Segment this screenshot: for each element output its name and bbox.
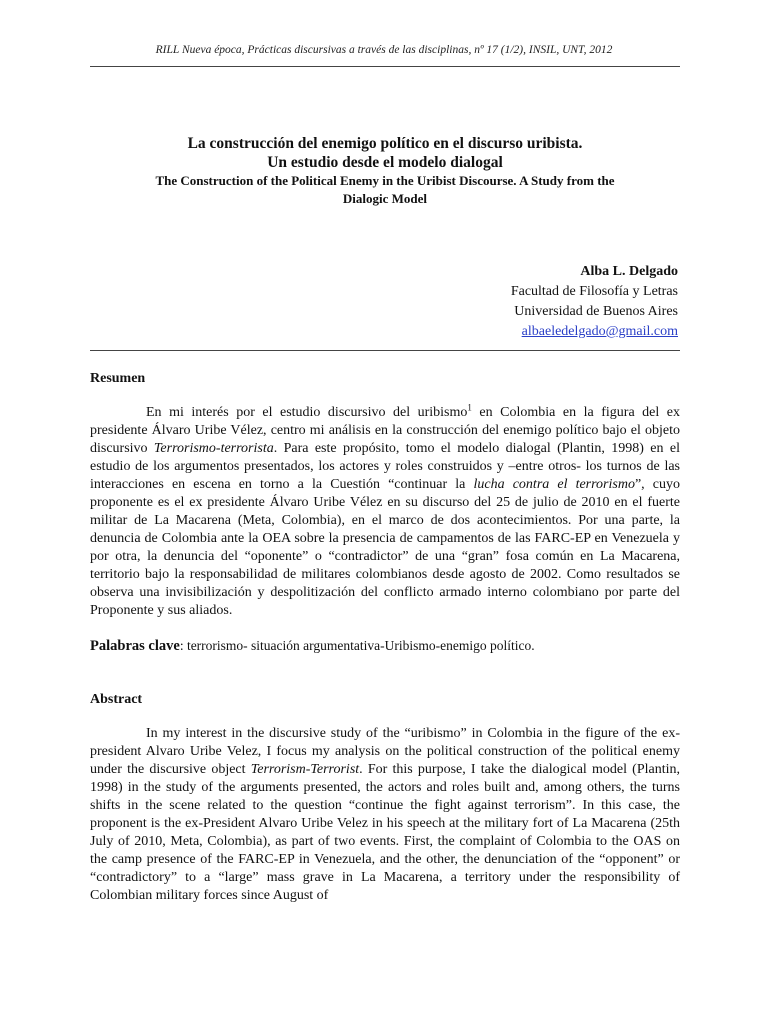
resumen-italic-1: Terrorismo-terrorista bbox=[153, 441, 274, 456]
author-faculty: Facultad de Filosofía y Letras bbox=[510, 284, 678, 299]
abstract-text-1: In my interest in the discursive study of the “uribismo” in Colombia in the figure of the ex-president Alvaro Uribe Velez, I focus my analysis on the political construction of the political enemy under the discursive object bbox=[90, 726, 680, 777]
resumen-paragraph bbox=[90, 404, 680, 620]
author-name: Alba L. Delgado bbox=[580, 264, 678, 279]
abstract-body bbox=[90, 725, 680, 905]
abstract-text-2: . For this purpose, I take the dialogical model (Plantin, 1998) in the study of the arguments presented, the actors and roles built and, among others, the turns shifts in the scene related to the question “continue the fight against terrorism”. In this case, the proponent is the ex-President Alvaro Uribe Velez in his speech at the military fort of La Macarena (25th July of 2010, Meta, Colombia), as part of two events. First, the complaint of Colombia to the OAS on the camp presence of the FARC-EP in Venezuela, and the other, the denunciation of the “opponent” or “contradictory” to a “large” mass grave in La Macarena, a territory under the responsibility of Colombian military forces since August of bbox=[90, 762, 681, 903]
author-university: Universidad de Buenos Aires bbox=[514, 304, 678, 319]
author-email-link[interactable]: albaeledelgado@gmail.com bbox=[521, 324, 678, 339]
resumen-text-2: en Colombia en la figura del ex presidente Álvaro Uribe Vélez, centro mi análisis en la construcción del enemigo político bajo el objeto discursivo bbox=[90, 405, 680, 456]
resumen-body bbox=[90, 404, 680, 620]
keywords-text: : terrorismo- situación argumentativa-Uribismo-enemigo político. bbox=[179, 638, 535, 653]
abstract-section bbox=[90, 692, 680, 708]
resumen-section bbox=[90, 371, 680, 387]
keywords-label: Palabras clave bbox=[90, 638, 180, 654]
keywords-line bbox=[90, 638, 680, 655]
resumen-text-4: ”, cuyo proponente es el ex presidente Álvaro Uribe Vélez en su discurso del 25 de julio de 2010 en el fuerte militar de La Macarena (Meta, Colombia), en el marco de dos acontecimientos. Por una parte, la denuncia de Colombia ante la OEA sobre la presencia de campamentos de las FARC-EP en Venezuela y por otra, la denuncia del “oponente” o “contradictor” de una “gran” fosa común en La Macarena, territorio bajo la responsabilidad de militares colombianos desde agosto de 2002. Como resultados se observa una invisibilización y despolitización del conflicto armado interno colombiano por parte del Proponente y sus aliados. bbox=[90, 477, 681, 618]
title-block bbox=[90, 134, 680, 208]
title-en-line1: The Construction of the Political Enemy in the Uribist Discourse. A Study from the bbox=[155, 173, 615, 188]
abstract-paragraph bbox=[90, 725, 680, 905]
resumen-text-1: En mi interés por el estudio discursivo del uribismo bbox=[146, 405, 468, 420]
section-divider bbox=[90, 350, 680, 351]
author-block bbox=[378, 262, 678, 342]
abstract-heading: Abstract bbox=[90, 692, 143, 707]
running-head: RILL Nueva época, Prácticas discursivas a través de las disciplinas, nº 17 (1/2), INSIL, UNT, 2012 bbox=[155, 44, 613, 56]
title-es-line2: Un estudio desde el modelo dialogal bbox=[267, 154, 503, 171]
footnote-marker[interactable]: 1 bbox=[467, 402, 472, 413]
abstract-italic: Terrorism-Terrorist bbox=[250, 762, 360, 777]
resumen-italic-2: lucha contra el terrorismo bbox=[473, 477, 635, 492]
title-en-line2: Dialogic Model bbox=[342, 191, 428, 206]
title-es-line1: La construcción del enemigo político en el discurso uribista. bbox=[187, 135, 583, 152]
resumen-heading: Resumen bbox=[90, 371, 146, 386]
header-divider bbox=[90, 66, 680, 67]
resumen-text-3: . Para este propósito, tomo el modelo dialogal (Plantin, 1998) en el estudio de los argumentos presentados, los actores y roles construidos y –entre otros- los turnos de las interacciones en escena en torno a la Cuestión “continuar la bbox=[90, 441, 680, 492]
